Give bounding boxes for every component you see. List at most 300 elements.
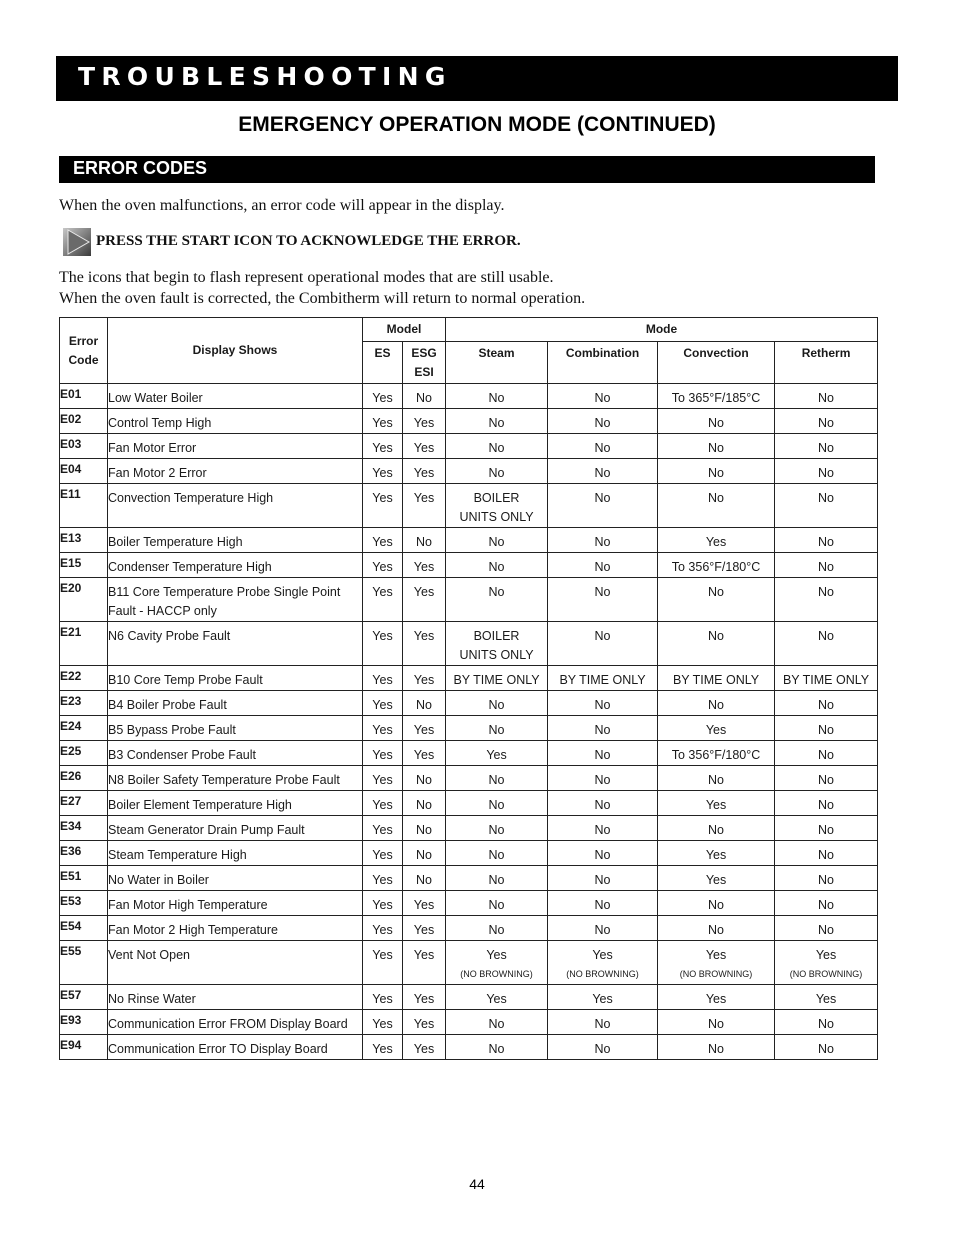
display-shows-cell: No Rinse Water [108,985,363,1010]
convection-value: Yes [705,873,727,887]
convection-value: No [708,629,724,643]
error-code-cell: E22 [60,666,108,691]
display-shows-cell: B11 Core Temperature Probe Single Point Fault - HACCP only [108,578,363,622]
combination-value: No [594,923,611,937]
play-icon [63,228,91,256]
es-value: Yes [372,1017,393,1031]
convection-cell [658,459,775,484]
es-cell [363,941,403,985]
esg-value: No [416,535,432,549]
steam-cell [446,866,548,891]
esg-cell [403,578,446,622]
header-mode: Mode [446,318,878,342]
steam-cell [446,528,548,553]
convection-cell [658,866,775,891]
retherm-value: No [818,798,835,812]
display-shows-cell: B10 Core Temp Probe Fault [108,666,363,691]
es-cell [363,691,403,716]
table-row [60,459,878,484]
steam-value: Yes [486,948,507,962]
retherm-cell [775,528,878,553]
es-cell [363,434,403,459]
convection-cell [658,622,775,666]
convection-cell [658,384,775,409]
combination-value: No [594,698,611,712]
table-row [60,666,878,691]
error-code-cell: E01 [60,384,108,409]
combination-value: No [594,898,611,912]
display-shows-cell: Control Temp High [108,409,363,434]
steam-cell [446,916,548,941]
display-shows-cell: Fan Motor High Temperature [108,891,363,916]
header-esg: ESG ESI [403,342,446,384]
convection-value: Yes [705,992,727,1006]
display-shows-cell: Communication Error TO Display Board [108,1035,363,1060]
combination-value: No [594,873,611,887]
steam-value: No [488,698,505,712]
table-row [60,941,878,985]
steam-value: No [488,535,505,549]
convection-cell [658,1035,775,1060]
title-banner [56,56,898,101]
esg-value: No [416,798,432,812]
combination-cell [548,1010,658,1035]
steam-value: No [488,416,505,430]
header-steam: Steam [446,342,548,384]
error-code-cell: E27 [60,791,108,816]
convection-value: To 356°F/180°C [671,748,761,762]
retherm-value: No [818,629,835,643]
combination-value: No [594,798,611,812]
table-row [60,841,878,866]
es-value: Yes [372,466,393,480]
esg-value: No [416,773,432,787]
section-header-bar [59,156,875,183]
convection-value: No [708,898,724,912]
table-row [60,866,878,891]
instruction-text: PRESS THE START ICON TO ACKNOWLEDGE THE ERROR. [96,233,521,249]
error-codes-table [59,317,878,1060]
retherm-cell [775,1010,878,1035]
error-code-cell: E02 [60,409,108,434]
steam-cell [446,434,548,459]
convection-cell [658,985,775,1010]
header-combination: Combination [548,342,658,384]
steam-cell [446,891,548,916]
esg-value: Yes [413,992,435,1006]
header-model: Model [363,318,446,342]
combination-cell [548,666,658,691]
display-shows-cell: N8 Boiler Safety Temperature Probe Fault [108,766,363,791]
error-code-cell: E25 [60,741,108,766]
es-value: Yes [372,673,393,687]
esg-value: Yes [413,1042,435,1056]
retherm-cell [775,1035,878,1060]
esg-cell [403,841,446,866]
convection-cell [658,691,775,716]
esg-value: Yes [413,629,435,643]
note-line-2: When the oven fault is corrected, the Combitherm will return to normal operation. [59,290,586,307]
display-shows-cell: Fan Motor 2 Error [108,459,363,484]
steam-value: No [488,441,505,455]
retherm-cell [775,916,878,941]
error-code-cell: E94 [60,1035,108,1060]
error-code-cell: E20 [60,578,108,622]
table-row [60,528,878,553]
steam-value: Yes [486,748,507,762]
es-cell [363,766,403,791]
convection-value: No [708,585,724,599]
es-cell [363,459,403,484]
steam-value: No [488,873,505,887]
es-value: Yes [372,1042,393,1056]
retherm-cell [775,866,878,891]
no-browning-note: (NO BROWNING) [789,969,863,979]
steam-cell [446,1035,548,1060]
combination-value: No [594,748,611,762]
retherm-cell [775,553,878,578]
header-retherm: Retherm [775,342,878,384]
combination-cell [548,941,658,985]
error-code-cell: E93 [60,1010,108,1035]
esg-value: No [416,698,432,712]
retherm-cell [775,816,878,841]
esg-value: Yes [413,898,435,912]
header-display-shows: Display Shows [108,318,363,384]
table-row [60,409,878,434]
convection-value: BY TIME ONLY [672,673,760,687]
combination-cell [548,578,658,622]
esg-value: Yes [413,673,435,687]
es-cell [363,816,403,841]
retherm-value: No [818,441,835,455]
combination-value: No [594,585,611,599]
es-cell [363,578,403,622]
steam-value: No [488,898,505,912]
esg-value: Yes [413,560,435,574]
steam-value: No [488,560,505,574]
display-shows-cell: Communication Error FROM Display Board [108,1010,363,1035]
combination-value: BY TIME ONLY [559,673,646,687]
error-code-cell: E26 [60,766,108,791]
retherm-cell [775,622,878,666]
retherm-cell [775,716,878,741]
retherm-cell [775,384,878,409]
es-value: Yes [372,873,393,887]
convection-cell [658,916,775,941]
retherm-value: No [818,873,835,887]
table-row [60,716,878,741]
combination-value: No [594,560,611,574]
table-row [60,384,878,409]
convection-value: No [708,923,724,937]
retherm-cell [775,578,878,622]
es-cell [363,791,403,816]
table-row [60,578,878,622]
display-shows-cell: No Water in Boiler [108,866,363,891]
steam-cell [446,716,548,741]
es-cell [363,1010,403,1035]
steam-cell [446,791,548,816]
display-shows-cell: Boiler Element Temperature High [108,791,363,816]
es-value: Yes [372,923,393,937]
retherm-value: No [818,848,835,862]
esg-cell [403,741,446,766]
display-shows-cell: B3 Condenser Probe Fault [108,741,363,766]
table-row [60,1035,878,1060]
display-shows-cell: B4 Boiler Probe Fault [108,691,363,716]
display-shows-cell: Steam Temperature High [108,841,363,866]
convection-cell [658,666,775,691]
steam-value: No [488,798,505,812]
retherm-value: No [818,723,835,737]
steam-cell [446,553,548,578]
combination-cell [548,866,658,891]
combination-cell [548,528,658,553]
esg-value: No [416,391,432,405]
convection-cell [658,741,775,766]
es-cell [363,741,403,766]
es-value: Yes [372,723,393,737]
table-row [60,916,878,941]
es-cell [363,716,403,741]
es-cell [363,666,403,691]
convection-value: No [708,466,724,480]
es-value: Yes [372,535,393,549]
convection-cell [658,409,775,434]
convection-cell [658,528,775,553]
error-code-cell: E51 [60,866,108,891]
steam-cell [446,384,548,409]
table-row [60,553,878,578]
steam-value: No [488,1042,505,1056]
esg-value: No [416,873,432,887]
es-value: Yes [372,773,393,787]
steam-value: BOILER UNITS ONLY [459,629,534,662]
es-cell [363,891,403,916]
retherm-value: No [818,698,835,712]
combination-value: No [594,773,611,787]
combination-value: Yes [592,948,613,962]
retherm-cell [775,766,878,791]
es-cell [363,484,403,528]
retherm-cell [775,941,878,985]
no-browning-note: (NO BROWNING) [460,969,533,979]
note-line-1: The icons that begin to flash represent operational modes that are still usable. [59,269,554,286]
esg-cell [403,409,446,434]
esg-cell [403,434,446,459]
combination-value: No [594,629,611,643]
convection-value: No [708,773,724,787]
esg-cell [403,941,446,985]
steam-cell [446,1010,548,1035]
combination-value: No [594,466,611,480]
error-code-cell: E11 [60,484,108,528]
steam-value: No [488,466,505,480]
esg-cell [403,766,446,791]
retherm-value: No [818,923,835,937]
es-value: Yes [372,698,393,712]
combination-cell [548,916,658,941]
table-row [60,484,878,528]
combination-cell [548,985,658,1010]
display-shows-cell: Low Water Boiler [108,384,363,409]
header-es: ES [363,342,403,384]
display-shows-cell: Fan Motor 2 High Temperature [108,916,363,941]
esg-value: Yes [413,923,435,937]
steam-value: No [488,823,505,837]
combination-cell [548,741,658,766]
convection-cell [658,891,775,916]
esg-cell [403,1010,446,1035]
error-code-cell: E36 [60,841,108,866]
combination-cell [548,891,658,916]
display-shows-cell: Convection Temperature High [108,484,363,528]
convection-cell [658,941,775,985]
error-code-cell: E53 [60,891,108,916]
combination-value: No [594,416,611,430]
error-code-cell: E04 [60,459,108,484]
convection-cell [658,791,775,816]
error-code-cell: E57 [60,985,108,1010]
esg-cell [403,716,446,741]
convection-cell [658,578,775,622]
retherm-cell [775,459,878,484]
convection-value: Yes [705,535,727,549]
combination-cell [548,1035,658,1060]
esg-value: Yes [413,441,435,455]
display-shows-cell: Fan Motor Error [108,434,363,459]
esg-cell [403,384,446,409]
retherm-cell [775,434,878,459]
combination-cell [548,791,658,816]
display-shows-cell: Condenser Temperature High [108,553,363,578]
intro-text: When the oven malfunctions, an error code will appear in the display. [59,197,505,214]
error-code-cell: E15 [60,553,108,578]
retherm-value: Yes [815,948,837,962]
es-cell [363,866,403,891]
steam-cell [446,816,548,841]
steam-value: No [488,848,505,862]
steam-value: Yes [486,992,507,1006]
retherm-value: No [818,748,835,762]
steam-value: BY TIME ONLY [453,673,540,687]
display-shows-cell: Vent Not Open [108,941,363,985]
esg-cell [403,891,446,916]
convection-cell [658,816,775,841]
combination-cell [548,484,658,528]
es-cell [363,985,403,1010]
error-code-cell: E13 [60,528,108,553]
table-row [60,891,878,916]
convection-cell [658,1010,775,1035]
convection-value: Yes [705,948,727,962]
table-row [60,816,878,841]
error-codes-body [60,384,878,1060]
retherm-cell [775,741,878,766]
convection-value: Yes [705,848,727,862]
combination-value: No [594,535,611,549]
esg-value: Yes [413,748,435,762]
combination-cell [548,409,658,434]
combination-cell [548,816,658,841]
es-value: Yes [372,898,393,912]
steam-value: No [488,1017,505,1031]
error-code-cell: E03 [60,434,108,459]
esg-value: Yes [413,491,435,505]
retherm-value: BY TIME ONLY [782,673,870,687]
steam-cell [446,985,548,1010]
retherm-cell [775,841,878,866]
esg-cell [403,816,446,841]
header-convection: Convection [658,342,775,384]
section-subtitle: EMERGENCY OPERATION MODE (CONTINUED) [238,113,716,136]
combination-cell [548,622,658,666]
esg-value: Yes [413,416,435,430]
steam-value: No [488,391,505,405]
es-value: Yes [372,823,393,837]
combination-value: Yes [592,992,613,1006]
no-browning-note: (NO BROWNING) [679,969,753,979]
es-value: Yes [372,585,393,599]
retherm-cell [775,409,878,434]
retherm-value: No [818,560,835,574]
esg-cell [403,916,446,941]
retherm-value: No [818,466,835,480]
steam-value: No [488,585,505,599]
combination-cell [548,553,658,578]
table-row [60,434,878,459]
convection-value: No [708,416,724,430]
combination-cell [548,384,658,409]
esg-cell [403,691,446,716]
combination-value: No [594,723,611,737]
header-error-code: Error Code [60,318,108,384]
page-number: 44 [469,1176,485,1192]
steam-value: BOILER UNITS ONLY [459,491,534,524]
es-value: Yes [372,629,393,643]
convection-value: No [708,1017,724,1031]
convection-value: Yes [705,798,727,812]
combination-value: No [594,1042,611,1056]
table-row [60,1010,878,1035]
retherm-cell [775,891,878,916]
esg-value: No [416,823,432,837]
combination-cell [548,766,658,791]
retherm-value: No [818,535,835,549]
table-row [60,791,878,816]
es-cell [363,409,403,434]
table-row [60,985,878,1010]
error-code-cell: E55 [60,941,108,985]
retherm-value: No [818,773,835,787]
retherm-value: Yes [815,992,837,1006]
combination-cell [548,716,658,741]
steam-cell [446,409,548,434]
retherm-value: No [818,823,835,837]
esg-cell [403,622,446,666]
convection-cell [658,766,775,791]
steam-cell [446,941,548,985]
combination-value: No [594,491,611,505]
es-cell [363,916,403,941]
steam-value: No [488,923,505,937]
display-shows-cell: N6 Cavity Probe Fault [108,622,363,666]
display-shows-cell: B5 Bypass Probe Fault [108,716,363,741]
es-value: Yes [372,992,393,1006]
es-cell [363,841,403,866]
retherm-value: No [818,1042,835,1056]
